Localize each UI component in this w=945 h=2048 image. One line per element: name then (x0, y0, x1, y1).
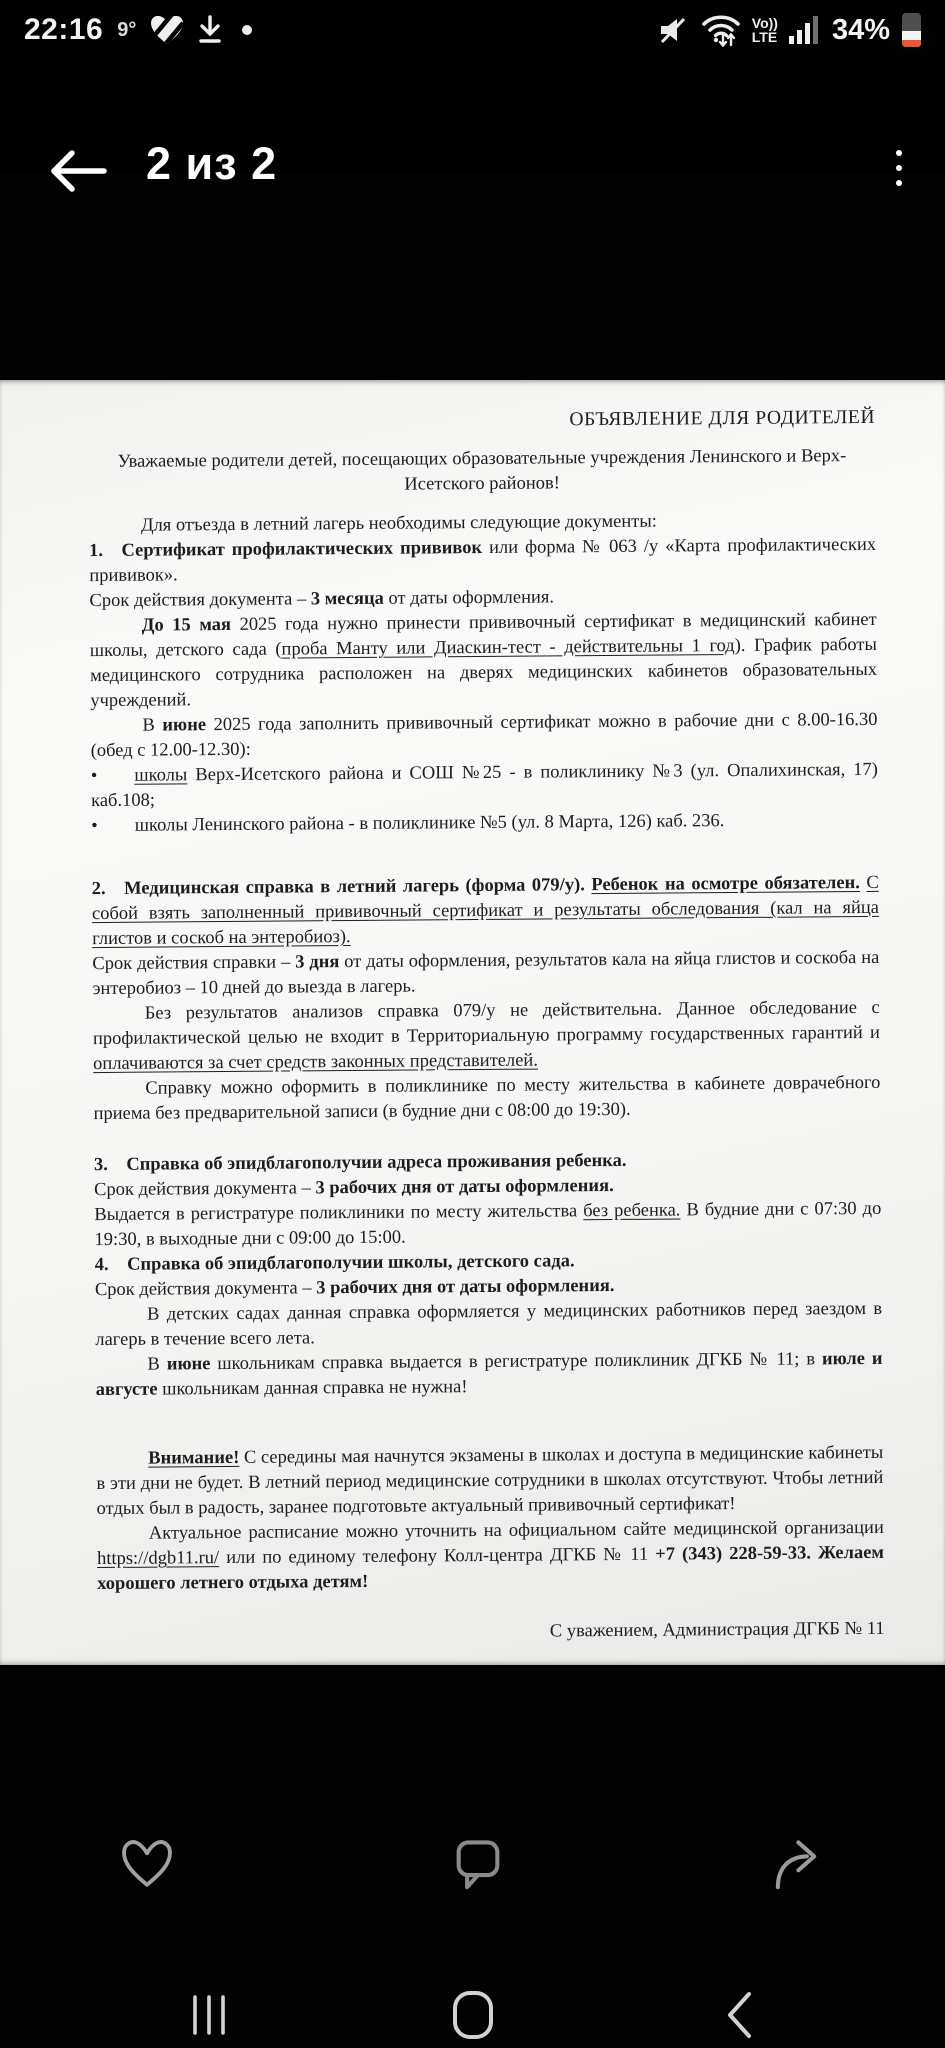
doc-signature: С уважением, Администрация ДГКБ № 11 (549, 1618, 885, 1642)
document-page[interactable] (0, 380, 945, 1665)
download-icon (198, 15, 222, 45)
doc-bullet-2: • школы Ленинского района - в поликлинике №5 (ул. 8 Марта, 126) каб. 236. (91, 811, 725, 837)
doc-greeting: Уважаемые родители детей, посещающих образовательные учреждения Ленинского и Верх-Исетского районов! (117, 446, 847, 495)
battery-icon (902, 13, 921, 47)
back-button[interactable] (48, 146, 110, 196)
doc-attention: Внимание! С середины мая начнутся экзамены в школах и доступа в медицинские кабинеты в эти дни не будет. В летний период медицинские сотрудники в школах отсутствуют. Чтобы летний отдых был в радость, заранее подготовьте актуальный прививочный сертификат! (96, 1442, 884, 1520)
like-icon (118, 1834, 176, 1892)
battery-percent: 34% (831, 13, 890, 46)
volte-icon: Vo)) LTE (751, 15, 778, 45)
more-menu-button[interactable] (879, 142, 919, 194)
doc-item-2: 2. Медицинская справка в летний лагерь (форма 079/у). Ребенок на осмотре обязателен. С собой взять заполненный прививочный сертификат и результаты обследования (кал на яйца глистов и соскоб на энтеробиоз). (91, 872, 880, 950)
doc-item-4-term: Срок действия документа – 3 рабочих дня от даты оформления. (94, 1275, 615, 1301)
comment-button[interactable] (449, 1834, 507, 1892)
doc-item-4-kinder: В детских садах данная справка оформляется у медицинских работников перед заездом в лагерь в течение всего лета. (95, 1298, 883, 1351)
doc-item-2-where: Справку можно оформить в поликлинике по месту жительства в кабинете доврачебного приема без предварительной записи (в будние дни с 08:00 до 19:30). (93, 1072, 881, 1125)
doc-schedule: Актуальное расписание можно уточнить на официальном сайте медицинской организации https://dgb11.ru/ или по единому телефону Колл-центра ДГКБ № 11 +7 (343) 228-59-33. Желаем хорошего летнего отдыха детям! (96, 1517, 885, 1595)
striped-heart-icon (150, 14, 184, 46)
doc-bullet-1: • школы Верх-Исетского района и СОШ №25 - в поликлинику №3 (ул. Опалихинская, 17) каб.108; (90, 759, 878, 812)
doc-item-4: 4. Справка об эпидблагополучии школы, детского сада. (94, 1251, 575, 1276)
doc-item-4-june: В июне школьникам справка выдается в регистратуре поликлиник ДГКБ № 11; в июле и августе школьникам данная справка не нужна! (95, 1348, 883, 1401)
notification-dot-icon (242, 25, 252, 35)
doc-item-3: 3. Справка об эпидблагополучии адреса проживания ребенка. (93, 1150, 627, 1176)
doc-item-1-deadline: До 15 мая 2025 года нужно принести прививочный сертификат в медицинский кабинет школы, детского сада (проба Манту или Диаскин-тест - действительны 1 год). График работы медицинского сотрудника расположен на дверях медицинских кабинетов образовательных учреждений. (89, 609, 878, 712)
doc-item-3-term: Срок действия документа – 3 рабочих дня от даты оформления. (94, 1175, 614, 1201)
muted-sound-icon (658, 15, 690, 45)
doc-item-1: 1. Сертификат профилактических прививок или форма № 063 /у «Карта профилактических прививок». (89, 534, 877, 587)
temperature: 9° (117, 18, 137, 41)
doc-item-1-term: Срок действия документа – 3 месяца от даты оформления. (89, 587, 555, 612)
recents-button[interactable] (182, 1986, 236, 2044)
more-menu-icon (896, 150, 902, 186)
back-icon (714, 1986, 768, 2044)
share-button[interactable] (767, 1834, 825, 1892)
document-body (88, 405, 885, 1648)
doc-title: ОБЪЯВЛЕНИЕ ДЛЯ РОДИТЕЛЕЙ (569, 406, 876, 431)
doc-item-2-term: Срок действия справки – 3 дня от даты оформления, результатов кала на яйца глистов и соскоба на энтеробиоз – 10 дней до выезда в лагерь. (92, 947, 880, 1000)
recents-icon (182, 1986, 236, 2044)
doc-item-2-note: Без результатов анализов справка 079/у не действительна. Данное обследование с профилактической целью не входит в Территориальную программу государственных гарантий и оплачиваются за счет средств законных представителей. (92, 997, 880, 1075)
home-button[interactable] (446, 1986, 500, 2044)
clock: 22:16 (24, 13, 104, 46)
home-icon (446, 1986, 500, 2044)
status-bar (0, 0, 945, 60)
doc-item-3-where: Выдается в регистратуре поликлиники по месту жительства без ребенка. В будние дни с 07:30 до 19:30, в выходные дни с 09:00 до 15:00. (94, 1198, 882, 1251)
like-button[interactable] (118, 1834, 176, 1892)
signal-icon (788, 15, 822, 45)
page-indicator: 2 из 2 (146, 138, 278, 189)
share-icon (767, 1834, 825, 1892)
nav-back-button[interactable] (714, 1986, 768, 2044)
doc-item-1-june: В июне 2025 года заполнить прививочный сертификат можно в рабочие дни с 8.00-16.30 (обед с 12.00-12.30): (90, 709, 878, 762)
comment-icon (449, 1834, 507, 1892)
back-arrow-icon (48, 146, 110, 196)
doc-intro: Для отъезда в летний лагерь необходимы следующие документы: (140, 511, 657, 536)
wifi-icon (700, 13, 742, 47)
app-bar (0, 60, 945, 189)
